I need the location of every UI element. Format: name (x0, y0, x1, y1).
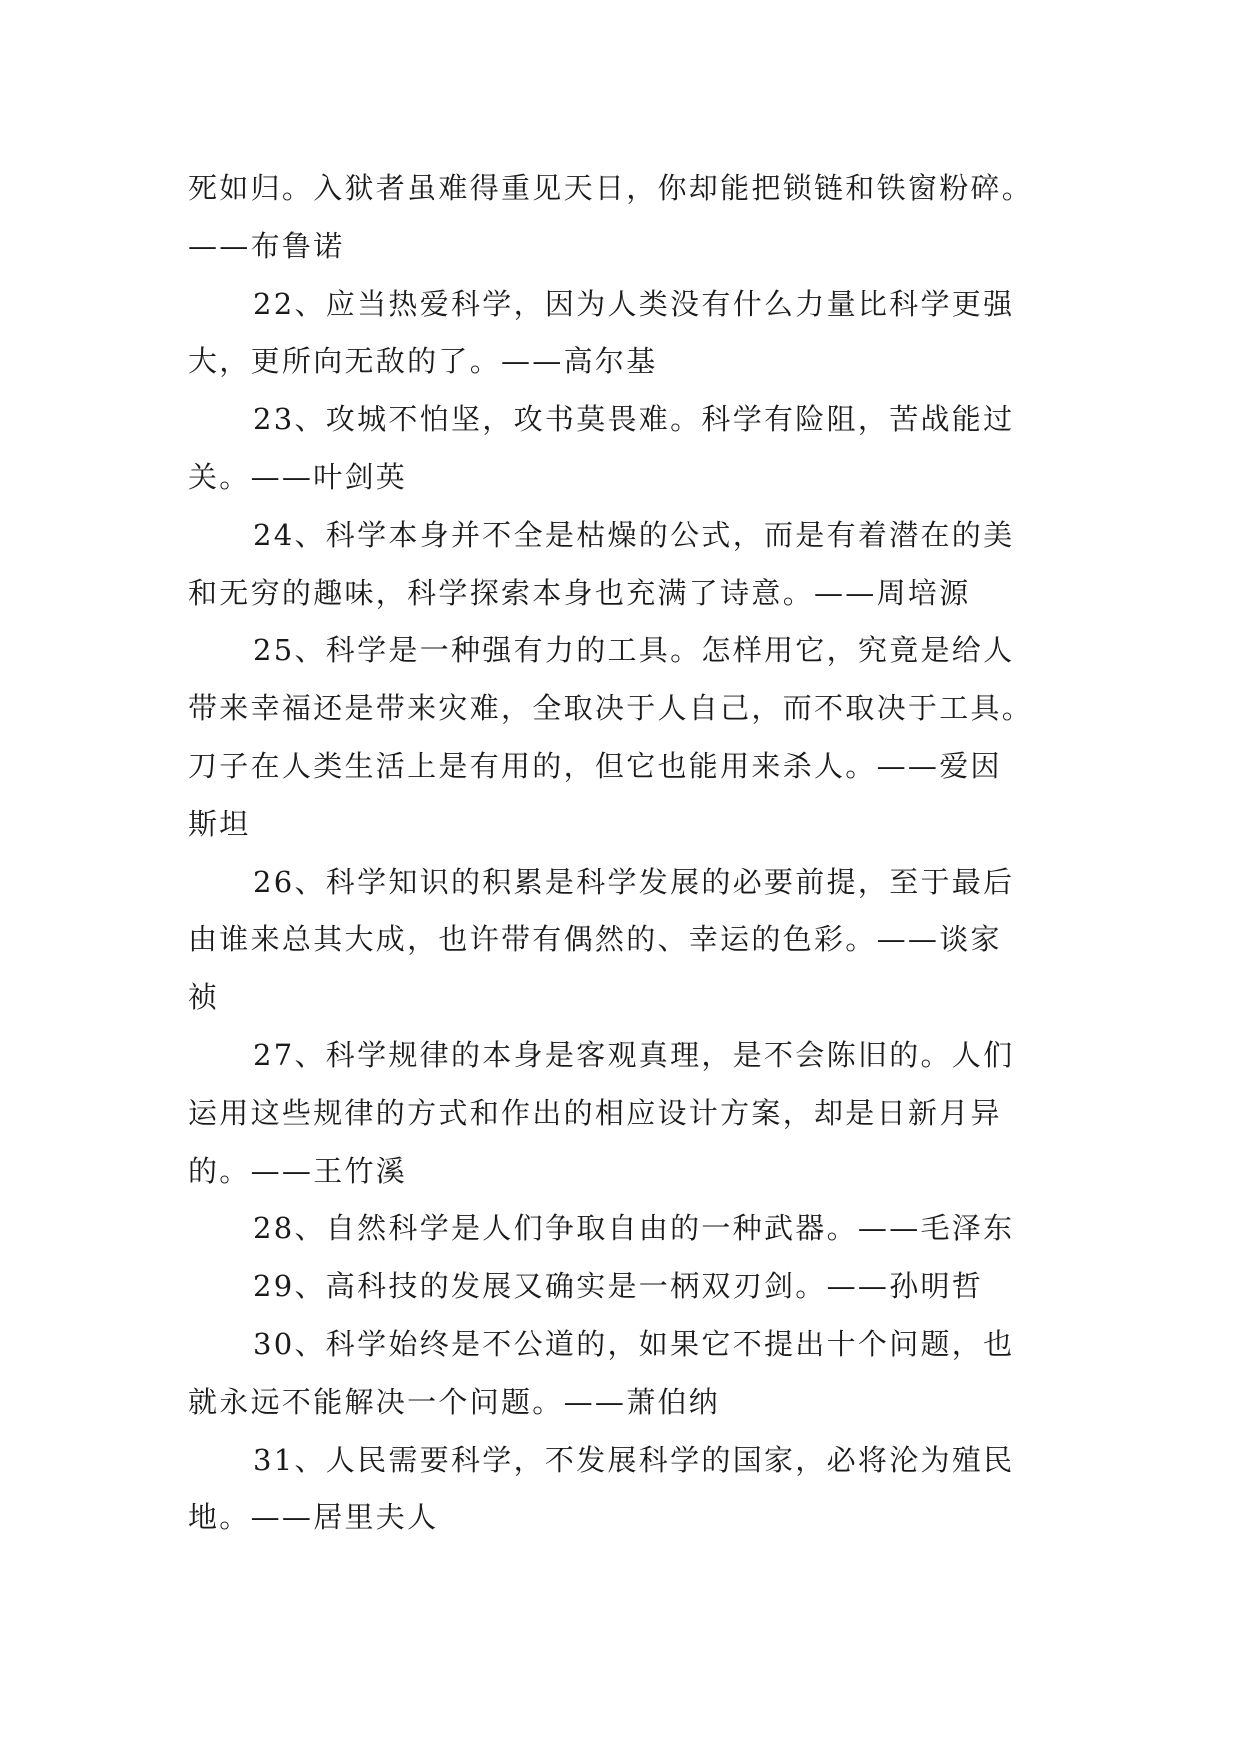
text-line: 大，更所向无敌的了。——高尔基 (188, 344, 658, 379)
text-line: 30、科学始终是不公道的，如果它不提出十个问题，也 (253, 1326, 1015, 1361)
text-line: 祯 (188, 980, 220, 1015)
text-line: 27、科学规律的本身是客观真理，是不会陈旧的。人们 (253, 1037, 1015, 1072)
text-line: 23、攻城不怕坚，攻书莫畏难。科学有险阻，苦战能过 (253, 402, 1015, 437)
text-line: 25、科学是一种强有力的工具。怎样用它，究竟是给人 (253, 633, 1015, 668)
text-line: 刀子在人类生活上是有用的，但它也能用来杀人。——爱因 (188, 748, 1002, 783)
text-line: 地。——居里夫人 (188, 1500, 439, 1535)
text-line: 26、科学知识的积累是科学发展的必要前提，至于最后 (253, 864, 1015, 899)
text-line: ——布鲁诺 (188, 228, 345, 263)
text-line: 由谁来总其大成，也许带有偶然的、幸运的色彩。——谈家 (188, 922, 1002, 957)
text-line: 28、自然科学是人们争取自由的一种武器。——毛泽东 (253, 1211, 1015, 1246)
text-line: 31、人民需要科学，不发展科学的国家，必将沦为殖民 (253, 1442, 1015, 1477)
text-line: 运用这些规律的方式和作出的相应设计方案，却是日新月异 (188, 1095, 1002, 1130)
text-line: 就永远不能解决一个问题。——萧伯纳 (188, 1384, 721, 1419)
text-line: 带来幸福还是带来灾难，全取决于人自己，而不取决于工具。 (188, 691, 1034, 726)
text-line: 关。——叶剑英 (188, 459, 408, 494)
text-line: 斯坦 (188, 806, 251, 841)
text-line: 死如归。入狱者虽难得重见天日，你却能把锁链和铁窗粉碎。 (188, 171, 1034, 205)
text-line: 和无穷的趣味，科学探索本身也充满了诗意。——周培源 (188, 575, 971, 610)
text-line: 22、应当热爱科学，因为人类没有什么力量比科学更强 (253, 286, 1015, 321)
text-line: 24、科学本身并不全是枯燥的公式，而是有着潜在的美 (253, 517, 1015, 552)
text-line: 的。——王竹溪 (188, 1153, 408, 1188)
document-body (188, 160, 1058, 1547)
text-line: 29、高科技的发展又确实是一柄双刃剑。——孙明哲 (253, 1269, 984, 1304)
